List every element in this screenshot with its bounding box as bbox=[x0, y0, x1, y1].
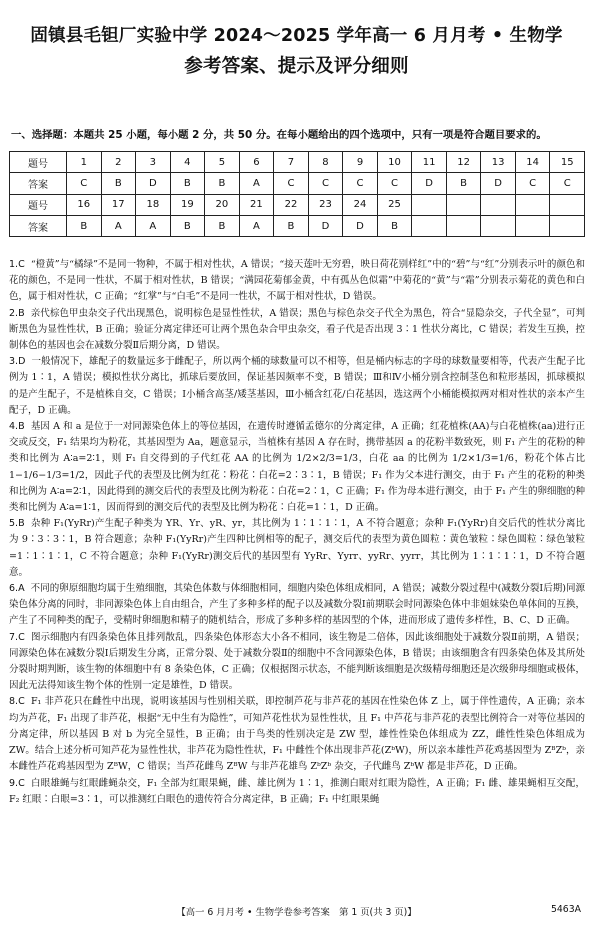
answer-cell: B bbox=[170, 173, 205, 194]
explanation-item bbox=[9, 257, 585, 306]
explanation-item bbox=[9, 694, 585, 775]
answer-cell: B bbox=[101, 173, 136, 194]
answer-cell: D bbox=[136, 173, 171, 194]
answer-cell: C bbox=[550, 173, 585, 194]
row-label: 题号 bbox=[10, 194, 67, 215]
answer-cell: C bbox=[377, 173, 412, 194]
explanation-text: 杂种 F₁(YyRr)产生配子种类为 YR、Yr、yR、yr，其比例为 1∶1∶1∶1，A 不符合题意；杂种 F₁(YyRr)自交后代的性状分离比为 9∶3∶3∶1，B 符合题意；杂种 F₁(YyRr)产生四种比例相等的配子，测交后代的表型为黄色圆粒∶黄色皱粒∶绿色圆粒∶绿色皱粒=1∶1∶1∶1，C 不符合题意；杂种 F₁(YyRr)测交后代的基因型有 YyRr、Yyrr、yyRr、yyrr，其比例为 1∶1∶1∶1，D 不符合题意。 bbox=[9, 518, 586, 578]
explanation-number: 3.D bbox=[9, 356, 26, 368]
explanation-list bbox=[9, 257, 585, 808]
explanation-number: 6.A bbox=[9, 583, 25, 595]
answer-table-row-answer bbox=[10, 173, 585, 194]
answer-table-row-number bbox=[10, 152, 585, 173]
document-subtitle: 参考答案、提示及评分细则 bbox=[184, 56, 409, 77]
answer-cell: C bbox=[308, 173, 343, 194]
explanation-text: F₁ 非芦花只在雌性中出现，说明该基因与性别相关联，即控制芦花与非芦花的基因在性染色体 Z 上，属于伴性遗传，A 正确；亲本均为芦花，F₁ 出现了非芦花，根据“无中生有为隐性”，可知芦花性状为显性性状，且 F₁ 中芦花与非芦花的表型比例符合一对等位基因的分离定律，所以基因 B 对 b 为完全显性，B 正确；由于鸟类的性别决定是 ZW 型，雄性性染色体组成为 ZZ，雌性性染色体组成为 ZW。结合上述分析可知芦花为显性性状，非芦花为隐性性状，F₁ 中雌性个体出现非芦花(ZᵇW)，所以亲本雄性芦花鸡基因型为 ZᴮZᵇ，亲本雌性芦花鸡基因型为 ZᴮW，C 错误；当芦花雌鸟 ZᴮW 与非芦花雄鸟 ZᵇZᵇ 杂交，子代雌鸟 ZᵇW 都是非芦花，D 正确。 bbox=[9, 696, 585, 773]
question-number-cell: 12 bbox=[446, 152, 481, 173]
answer-cell bbox=[412, 215, 447, 236]
question-number-cell: 5 bbox=[205, 152, 240, 173]
explanation-item bbox=[9, 581, 585, 630]
explanation-item bbox=[9, 419, 585, 516]
answer-cell bbox=[446, 215, 481, 236]
explanation-item bbox=[9, 306, 585, 355]
explanation-text: 图示细胞内有四条染色体且排列散乱，四条染色体形态大小各不相同，该生物是二倍体，因此该细胞处于减数分裂Ⅱ前期，A 错误；同源染色体在减数分裂Ⅰ后期发生分离，正常分裂、处于减数分裂Ⅱ的细胞中不含同源染色体，B 错误；由该细胞含有四条染色体及其所处分裂时期判断，该生物的体细胞中有 8 条染色体，C 正确；仅根据图示状态，不能判断该细胞是次级精母细胞还是次级卵母细胞或极体，因此无法得知该生物个体的性别一定是雄性，D 错误。 bbox=[9, 631, 585, 692]
page-footer: 【高一 6 月月考 • 生物学卷参考答案 第 1 页(共 3 页)】 bbox=[176, 907, 417, 918]
answer-cell: A bbox=[239, 215, 274, 236]
explanation-number: 9.C bbox=[9, 777, 25, 789]
question-number-cell: 17 bbox=[101, 194, 136, 215]
question-number-cell bbox=[515, 194, 550, 215]
explanation-item bbox=[9, 516, 585, 581]
answer-table bbox=[9, 151, 585, 237]
explanation-number: 7.C bbox=[9, 631, 25, 643]
row-label: 答案 bbox=[10, 173, 67, 194]
answer-cell: D bbox=[308, 215, 343, 236]
question-number-cell: 16 bbox=[67, 194, 102, 215]
answer-cell: A bbox=[136, 215, 171, 236]
answer-cell: D bbox=[343, 215, 378, 236]
answer-table-row-number bbox=[10, 194, 585, 215]
question-number-cell: 14 bbox=[515, 152, 550, 173]
answer-cell: C bbox=[67, 173, 102, 194]
row-label: 题号 bbox=[10, 152, 67, 173]
question-number-cell: 10 bbox=[377, 152, 412, 173]
answer-cell: B bbox=[205, 215, 240, 236]
question-number-cell: 15 bbox=[550, 152, 585, 173]
answer-cell: C bbox=[515, 173, 550, 194]
answer-cell bbox=[550, 215, 585, 236]
question-number-cell: 13 bbox=[481, 152, 516, 173]
answer-cell: A bbox=[101, 215, 136, 236]
answer-cell: B bbox=[170, 215, 205, 236]
explanation-number: 5.B bbox=[9, 518, 25, 530]
answer-cell: B bbox=[446, 173, 481, 194]
explanation-number: 8.C bbox=[9, 696, 25, 708]
answer-cell: D bbox=[412, 173, 447, 194]
question-number-cell: 2 bbox=[101, 152, 136, 173]
answer-cell: C bbox=[343, 173, 378, 194]
explanation-number: 2.B bbox=[9, 307, 25, 319]
question-number-cell: 22 bbox=[274, 194, 309, 215]
answer-cell: B bbox=[274, 215, 309, 236]
row-label: 答案 bbox=[10, 215, 67, 236]
question-number-cell: 11 bbox=[412, 152, 447, 173]
answer-cell: B bbox=[67, 215, 102, 236]
question-number-cell: 25 bbox=[377, 194, 412, 215]
question-number-cell bbox=[550, 194, 585, 215]
question-number-cell: 8 bbox=[308, 152, 343, 173]
question-number-cell: 23 bbox=[308, 194, 343, 215]
explanation-number: 4.B bbox=[9, 421, 25, 433]
answer-table-row-answer bbox=[10, 215, 585, 236]
explanation-text: 亲代棕色甲虫杂交子代出现黑色，说明棕色是显性性状，A 错误；黑色与棕色杂交子代全为黑色，符合“显隐杂交，子代全显”，可判断黑色为显性性状，B 正确；验证分离定律还可让两个黑色杂合甲虫杂交，看子代是否出现 3∶1 性状分离比，C 错误；若发生互换，控制体色的基因也会在减数分裂Ⅱ后期分离，D 错误。 bbox=[9, 307, 585, 352]
answer-cell: A bbox=[239, 173, 274, 194]
section-heading: 一、选择题：本题共 25 小题，每小题 2 分，共 50 分。在每小题给出的四个选项中，只有一项是符合题目要求的。 bbox=[11, 129, 547, 141]
question-number-cell: 20 bbox=[205, 194, 240, 215]
answer-cell: C bbox=[274, 173, 309, 194]
explanation-text: 不同的卵原细胞均属于生殖细胞，其染色体数与体细胞相同，细胞内染色体组成相同，A 错误；减数分裂过程中(减数分裂Ⅰ后期)同源染色体分离的同时，非同源染色体上自由组合，产生了多种多样的配子以及减数分裂Ⅰ前期联会时同源染色体中非姐妹染色单体间的互换，产生了不同种类的配子，受精时卵细胞和精子的随机结合，形成了多种多样的基因型的个体，进而形成了遗传多样性，B、C、D 正确。 bbox=[9, 583, 585, 627]
question-number-cell: 3 bbox=[136, 152, 171, 173]
answer-cell bbox=[481, 215, 516, 236]
question-number-cell: 1 bbox=[67, 152, 102, 173]
paper-code: 5463A bbox=[550, 904, 581, 915]
answer-cell: B bbox=[205, 173, 240, 194]
question-number-cell: 7 bbox=[274, 152, 309, 173]
explanation-number: 1.C bbox=[9, 259, 25, 270]
explanation-text: 一般情况下，雄配子的数量远多于雌配子，所以两个桶的球数量可以不相等，但是桶内标志的字母的球数量要相等，代表产生配子比例为 1∶1，A 错误；模拟性状分离比，抓球后要放回，保证基因频率不变，B 错误；Ⅲ和Ⅳ小桶分别含控制茎色和粒形基因，抓球模拟的是产生配子，不是植株自交，C 错误；Ⅰ小桶含高茎/矮茎基因，Ⅲ小桶含红花/白花基因，选这两个小桶能模拟两对相对性状的亲本产生配子，D 正确。 bbox=[9, 356, 585, 416]
explanation-text: 白眼雄蝇与红眼雌蝇杂交，F₁ 全部为红眼果蝇，雌、雄比例为 1∶1，推测白眼对红眼为隐性，A 正确；F₁ 雌、雄果蝇相互交配，F₂ 红眼∶白眼=3∶1，可以推测红白眼色的遗传符合分离定律，B 正确；F₁ 中红眼果蝇 bbox=[9, 777, 585, 805]
explanation-item bbox=[9, 354, 585, 419]
explanation-item bbox=[9, 630, 585, 695]
question-number-cell: 21 bbox=[239, 194, 274, 215]
question-number-cell: 19 bbox=[170, 194, 205, 215]
document-title: 固镇县毛钽厂实验中学 2024～2025 学年高一 6 月月考 • 生物学 bbox=[30, 26, 563, 46]
explanation-text: “橙黄”与“橘绿”不是同一物种，不属于相对性状，A 错误；“接天莲叶无穷碧，映日荷花别样红”中的“碧”与“红”分别表示叶的颜色和花的颜色，不是同一性状，不属于相对性状，B 错误；“满园花菊郁金黄，中有孤丛色似霜”中菊花的“黄”与“霜”分别表示菊花的黄色和白色，属于相对性状，C 正确；“红掌”与“白毛”不是同一性状，不属于相对性状，D 错误。 bbox=[9, 259, 586, 303]
question-number-cell: 4 bbox=[170, 152, 205, 173]
question-number-cell bbox=[412, 194, 447, 215]
answer-cell bbox=[515, 215, 550, 236]
explanation-text: 基因 A 和 a 是位于一对同源染色体上的等位基因，在遗传时遵循孟德尔的分离定律，A 正确；红花植株(AA)与白花植株(aa)进行正交或反交，F₁ 结果均为粉花，其基因型为 Aa，题意显示，当植株有基因 A 存在时，携带基因 a 的花粉半数致死，则 F₁ 产生的花粉的种类和比例为 A∶a=2∶1，则 F₁ 自交得到的子代红花 AA 的比例为 1/2×2/3=1/3，白花 aa 的比例为 1/2×1/3=1/6，粉花个体占比 1−1/6−1/3=1/2，因此子代的表型及比例为红花∶粉花∶白花=2∶3∶1，B 错误；F₁ 作为父本进行测交，由于 F₁ 产生的花粉的种类和比例为 A∶a=2∶1，因此得到的测交后代的表型及比例为粉花∶白花=2∶1，C 正确；F₁ 作为母本进行测交，由于 F₁ 产生的卵细胞的种类和比例为 A∶a=1∶1，因而得到的测交后代的表型及比例为粉花∶白花=1∶1，D 正确。 bbox=[9, 421, 585, 514]
question-number-cell: 6 bbox=[239, 152, 274, 173]
question-number-cell: 24 bbox=[343, 194, 378, 215]
question-number-cell: 9 bbox=[343, 152, 378, 173]
question-number-cell bbox=[481, 194, 516, 215]
explanation-item bbox=[9, 776, 585, 808]
question-number-cell bbox=[446, 194, 481, 215]
answer-cell: D bbox=[481, 173, 516, 194]
answer-cell: B bbox=[377, 215, 412, 236]
question-number-cell: 18 bbox=[136, 194, 171, 215]
